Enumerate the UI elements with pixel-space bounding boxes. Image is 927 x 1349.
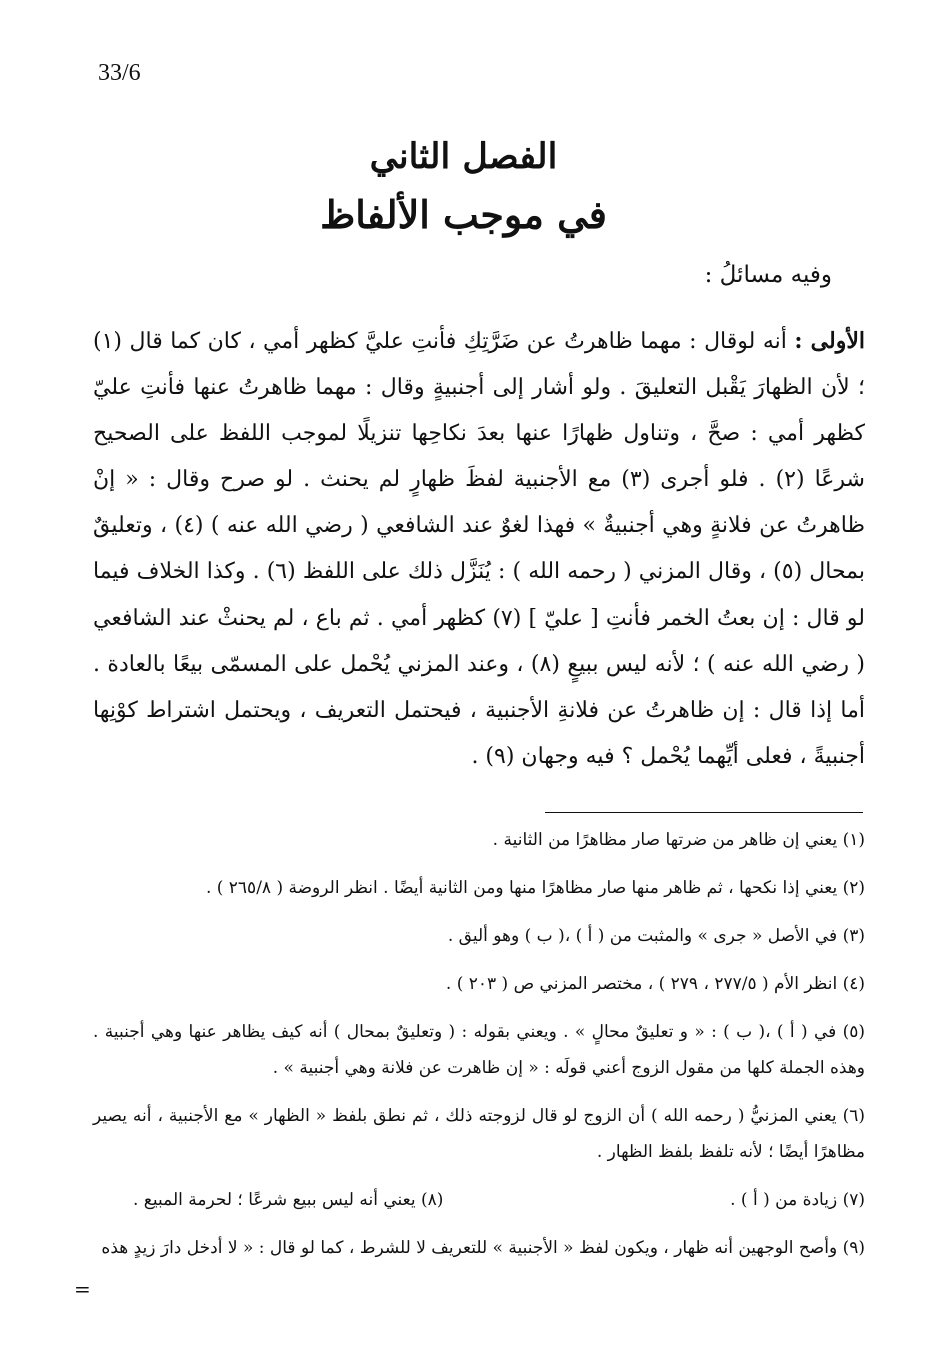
footnote-9: (٩) وأصح الوجهين أنه ظهار ، ويكون لفظ « الأجنبية » للتعريف لا للشرط ، كما لو قال : « لا أدخل دارَ زيدٍ هذه	[101, 1238, 865, 1258]
footnote-1: (١) يعني إن ظاهر من ضرتها صار مظاهرًا من الثانية .	[492, 830, 865, 850]
footnote-3: (٣) في الأصل « جرى » والمثبت من ( أ ) ،( ب ) وهو أليق .	[447, 926, 865, 946]
paragraph-lead: الأولى :	[794, 328, 866, 354]
footnote-8: (٨) يعني أنه ليس ببيع شرعًا ؛ لحرمة المبيع .	[133, 1190, 444, 1210]
footnote-2: (٢) يعني إذا نكحها ، ثم ظاهر منها صار مظاهرًا منها ومن الثانية أيضًا . انظر الروضة ( ٢٦٥/٨ ) .	[205, 878, 865, 898]
footnote-7: (٧) زيادة من ( أ ) .	[730, 1190, 865, 1210]
footnote-5: (٥) في ( أ ) ،( ب ) : « و تعليقٌ محالٍ » . ويعني بقوله : ( وتعليقٌ بمحال ) أنه كيف يظاهر عنها وهي أجنبية . وهذه الجملة كلها من مقول الزوج أعني قولَه : « إن ظاهرت عن فلانة وهي أجنبية » .	[93, 1022, 865, 1078]
footnote-separator	[545, 812, 863, 813]
footnote-4: (٤) انظر الأم ( ٢٧٧/٥ ، ٢٧٩ ) ، مختصر المزني ص ( ٢٠٣ ) .	[445, 974, 865, 994]
paragraph-text: أنه لوقال : مهما ظاهرتُ عن ضَرَّتِكِ فأنتِ عليَّ كظهر أمي ، كان كما قال (١) ؛ لأن الظهارَ يَقْبل التعليقَ . ولو أشار إلى أجنبيةٍ وقال : مهما ظاهرتُ عنها فأنتِ عليّ كظهر أمي : صحَّ ، وتناول ظهارًا عنها بعدَ نكاحِها تنزيلًا لموجب اللفظ على الصحيح شرعًا (٢) . فلو أجرى (٣) مع الأجنبية لفظَ ظهارٍ لم يحنث . لو صرح وقال : « إنْ ظاهرتُ عن فلانةٍ وهي أجنبيةٌ » فهذا لغوٌ عند الشافعي ( رضي الله عنه ) (٤) ، وتعليقٌ بمحال (٥) ، وقال المزني ( رحمه الله ) : يُنَزَّل ذلك على اللفظ (٦) . وكذا الخلاف فيما لو قال : إن بعتُ الخمر فأنتِ [ عليّ ] (٧) كظهر أمي . ثم باع ، لم يحنثْ عند الشافعي ( رضي الله عنه ) ؛ لأنه ليس ببيعٍ (٨) ، وعند المزني يُحْمل على المسمّى بيعًا بالعادة . أما إذا قال : إن ظاهرتُ عن فلانةِ الأجنبية ، فيحتمل التعريف ، ويحتمل اشتراط كوْنِها أجنبيةً ، فعلى أيِّهما يُحْمل ؟ فيه وجهان (٩) .	[93, 329, 865, 769]
section-intro: وفيه مسائلُ :	[704, 262, 832, 288]
footnote-row-7-8	[93, 1182, 865, 1218]
main-paragraph	[93, 318, 865, 780]
chapter-title: الفصل الثاني	[369, 136, 558, 177]
continuation-mark: =	[74, 1277, 91, 1301]
footnotes	[93, 822, 865, 1278]
page-number: 33/6	[98, 60, 141, 86]
chapter-subtitle: في موجب الألفاظ	[320, 192, 607, 237]
footnote-6: (٦) يعني المزنيُّ ( رحمه الله ) أن الزوج لو قال لزوجته ذلك ، ثم نطق بلفظ « الظهار » مع الأجنبية ، أنه يصير مظاهرًا أيضًا ؛ لأنه تلفظ بلفظ الظهار .	[93, 1106, 865, 1162]
